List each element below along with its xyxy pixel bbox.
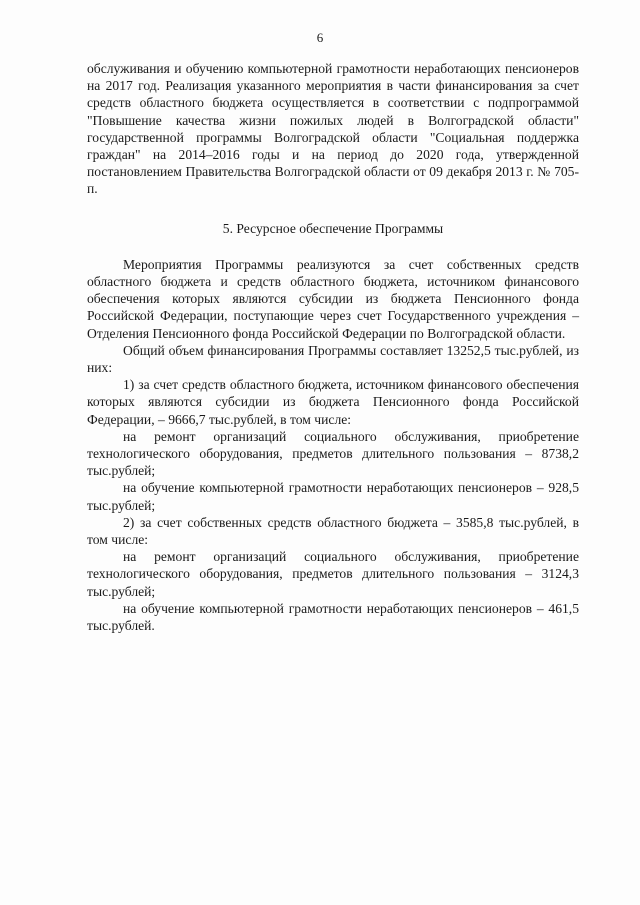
funding-item-1: 1) за счет средств областного бюджета, источником финансового обеспечения которых являются субсидии из бюджета Пенсионного фонда Российской Федерации, – 9666,7 тыс.рублей, в том числе: <box>87 377 579 427</box>
resources-paragraph: Мероприятия Программы реализуются за счет собственных средств областного бюджета и средств областного бюджета, источником финансового обеспечения которых являются субсидии из бюджета Пенсионного фонда Российской Федерации, поступающие через счет Государственного учреждения – Отделения Пенсионного фонда Российской Федерации по Волгоградской области. <box>87 256 579 341</box>
funding-item-2-repair: на ремонт организаций социального обслуживания, приобретение технологического оборудования, предметов длительного пользования – 3124,3 тыс.рублей; <box>87 549 579 599</box>
funding-item-1-repair: на ремонт организаций социального обслуживания, приобретение технологического оборудования, предметов длительного пользования – 8738,2 тыс.рублей; <box>87 428 579 479</box>
funding-item-2: 2) за счет собственных средств областного бюджета – 3585,8 тыс.рублей, в том числе: <box>87 514 579 548</box>
document-body <box>87 60 579 634</box>
page-number: 6 <box>316 30 324 45</box>
intro-paragraph: обслуживания и обучению компьютерной грамотности неработающих пенсионеров на 2017 год. Реализация указанного мероприятия в части финансирования за счет средств областного бюджета осуществляется в соответствии с подпрограммой "Повышение качества жизни пожилых людей в Волгоградской области" государственной программы Волгоградской области "Социальная поддержка граждан" на 2014–2016 годы и на период до 2020 года, утвержденной постановлением Правительства Волгоградской области от 09 декабря 2013 г. № 705-п. <box>87 61 579 197</box>
total-funding-paragraph: Общий объем финансирования Программы составляет 13252,5 тыс.рублей, из них: <box>87 342 579 376</box>
funding-item-2-training: на обучение компьютерной грамотности неработающих пенсионеров – 461,5 тыс.рублей. <box>87 600 579 634</box>
section-heading: 5. Ресурсное обеспечение Программы <box>222 220 444 236</box>
funding-item-1-training: на обучение компьютерной грамотности неработающих пенсионеров – 928,5 тыс.рублей; <box>87 480 579 513</box>
